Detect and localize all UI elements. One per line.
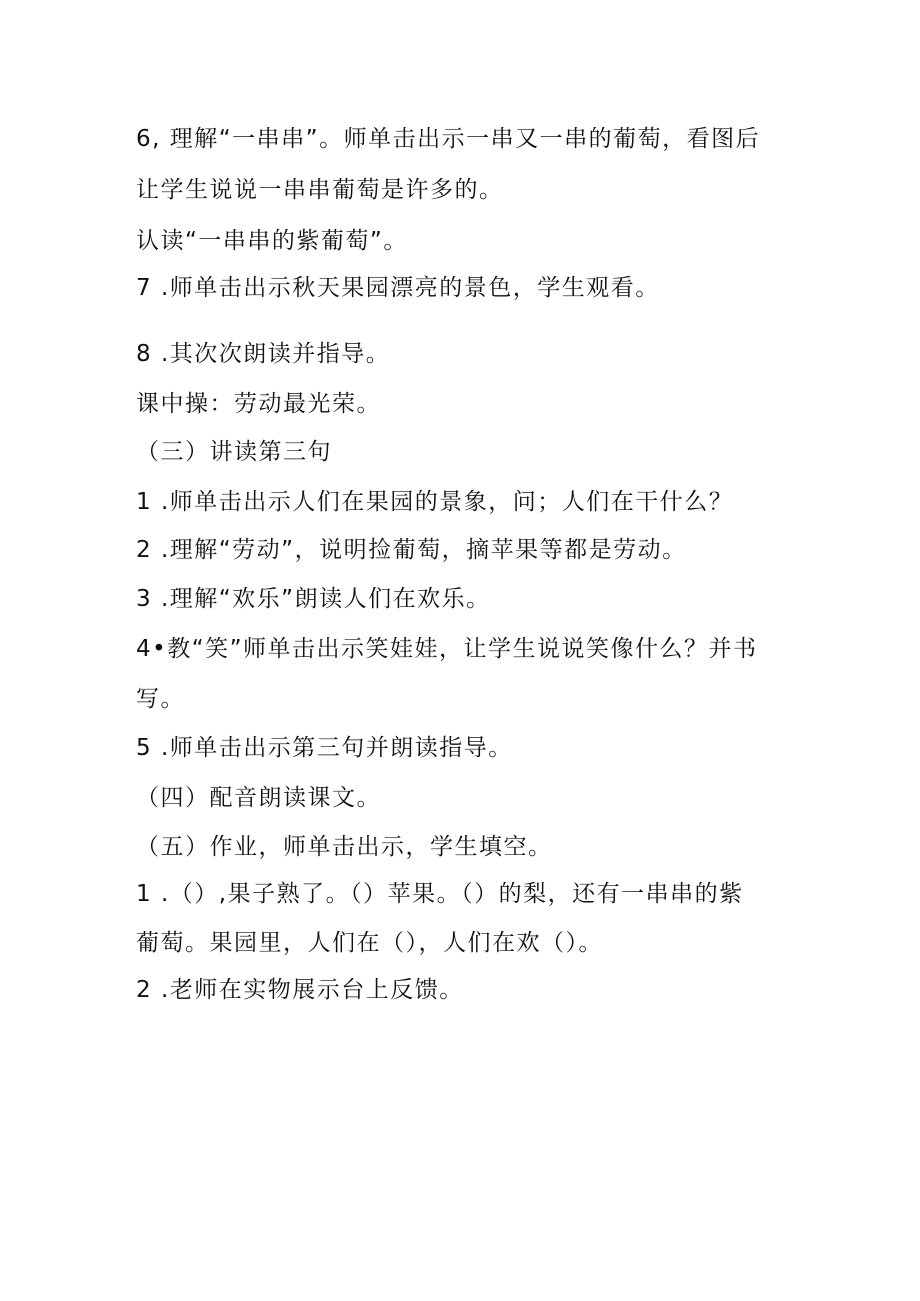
section-heading: （三）讲读第三句 xyxy=(136,439,332,465)
text-line: 1 .（）,果子熟了。（）苹果。（）的梨，还有一串串的紫 xyxy=(136,881,744,907)
text-line: 8 .其次次朗读并指导。 xyxy=(136,341,391,367)
section-heading: （五）作业，师单击出示，学生填空。 xyxy=(136,834,553,860)
text-line: 2 .老师在实物展示台上反馈。 xyxy=(136,977,464,1003)
text-line: 2 .理解“劳动”，说明捡葡萄，摘苹果等都是劳动。 xyxy=(136,537,687,563)
text-line: 1 .师单击出示人们在果园的景象，问；人们在干什么？ xyxy=(136,489,734,515)
text-line: 认读“一串串的紫葡萄”。 xyxy=(136,228,408,254)
text-line: 写。 xyxy=(136,686,185,712)
section-heading: （四）配音朗读课文。 xyxy=(136,785,381,811)
text-line: 3 .理解“欢乐”朗读人们在欢乐。 xyxy=(136,586,491,612)
text-line: 6, 理解“一串串”。师单击出示一串又一串的葡萄，看图后 xyxy=(136,126,761,152)
text-line: 葡萄。果园里，人们在（），人们在欢（）。 xyxy=(136,930,603,956)
text-line: 让学生说说一串串葡萄是许多的。 xyxy=(136,177,504,203)
text-line: 4•教“笑”师单击出示笑娃娃，让学生说说笑像什么？并书 xyxy=(136,636,758,662)
text-line: 7 .师单击出示秋天果园漂亮的景色，学生观看。 xyxy=(136,275,660,301)
text-line: 课中操：劳动最光荣。 xyxy=(136,391,381,417)
text-line: 5 .师单击出示第三句并朗读指导。 xyxy=(136,735,513,761)
